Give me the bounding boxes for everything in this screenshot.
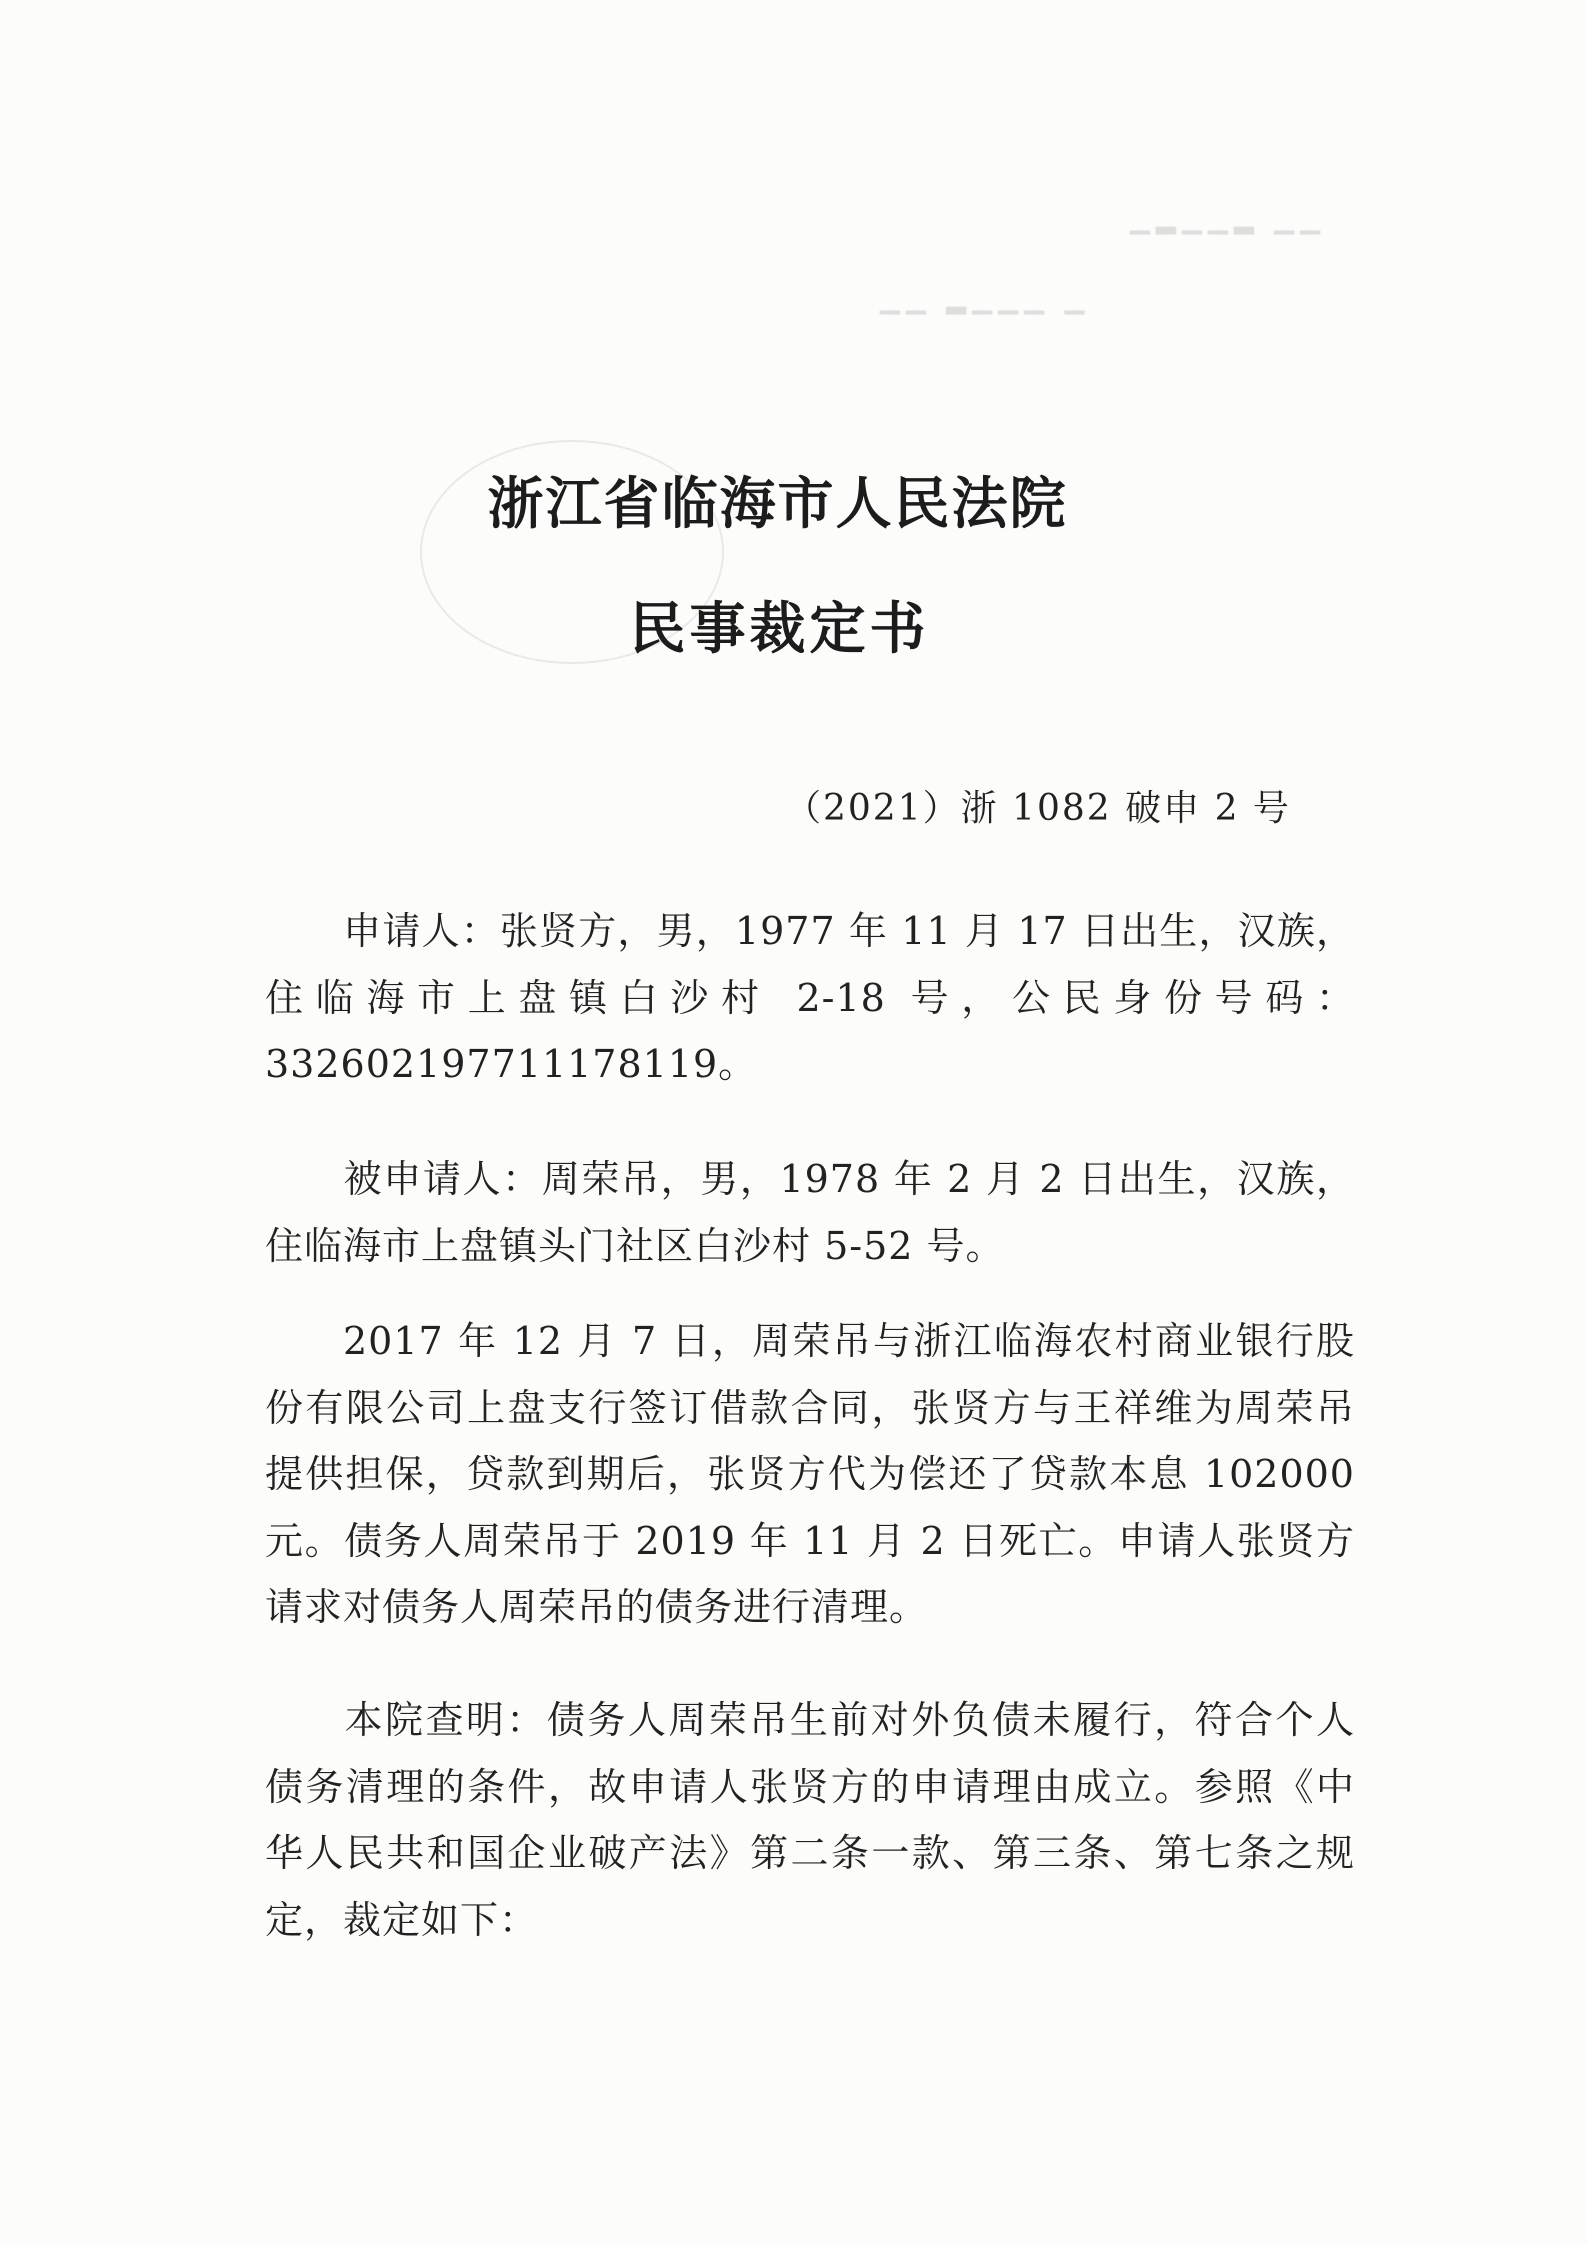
court-title: 浙江省临海市人民法院 bbox=[487, 471, 1068, 537]
paragraph-text: 申请人：张贤方，男，1977 年 11 月 17 日出生，汉族，住临海市上盘镇白沙村 2-18 号，公民身份号码：332602197711178119。 bbox=[265, 909, 1355, 1086]
paragraph-findings bbox=[265, 1687, 1355, 1953]
document-title: 民事裁定书 bbox=[629, 596, 930, 662]
bleed-through-text: ▁▁ ▂▁▁▁ ▁ bbox=[880, 285, 1091, 315]
bleed-through-text: ▁▂▁▁▂ ▁▁ bbox=[1130, 205, 1327, 235]
paragraph-text: 被申请人：周荣吊，男，1978 年 2 月 2 日出生，汉族，住临海市上盘镇头门社区白沙村 5-52 号。 bbox=[265, 1157, 1355, 1268]
paragraph-text: 本院查明：债务人周荣吊生前对外负债未履行，符合个人债务清理的条件，故申请人张贤方的申请理由成立。参照《中华人民共和国企业破产法》第二条一款、第三条、第七条之规定，裁定如下： bbox=[265, 1698, 1355, 1942]
paragraph-applicant bbox=[265, 898, 1355, 1098]
case-number: （2021）浙 1082 破申 2 号 bbox=[785, 788, 1291, 829]
paragraph-text: 2017 年 12 月 7 日，周荣吊与浙江临海农村商业银行股份有限公司上盘支行签订借款合同，张贤方与王祥维为周荣吊提供担保，贷款到期后，张贤方代为偿还了贷款本息 102000 元。债务人周荣吊于 2019 年 11 月 2 日死亡。申请人张贤方请求对债务人周荣吊的债务进行清理。 bbox=[265, 1319, 1355, 1629]
paragraph-respondent bbox=[265, 1146, 1355, 1279]
paragraph-facts bbox=[265, 1308, 1355, 1641]
